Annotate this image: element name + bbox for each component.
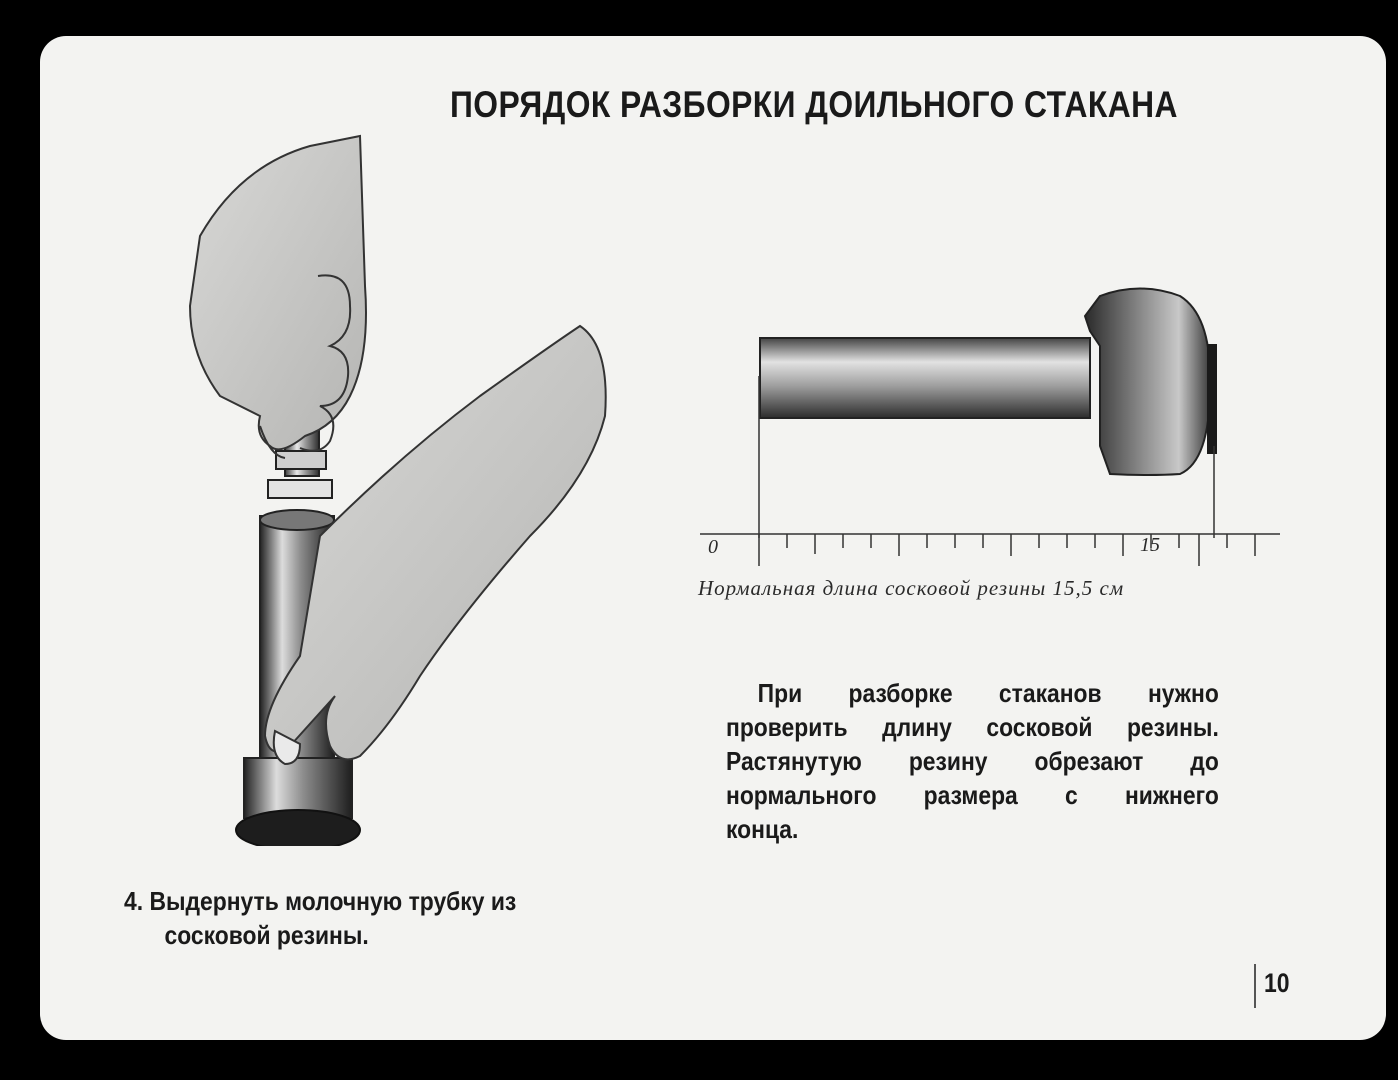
step-line: 4. Выдернуть молочную трубку из — [124, 886, 517, 916]
paragraph-line: Растянутую резину обрезают до — [726, 746, 1219, 776]
paragraph-line: конца. — [726, 814, 799, 844]
scale-end-label: 15 — [1140, 534, 1160, 556]
page-number: 10 — [1264, 968, 1290, 998]
page-divider — [1254, 964, 1256, 1008]
paragraph-line: проверить длину сосковой резины. — [726, 712, 1219, 742]
rubber-tube — [760, 338, 1090, 418]
scale-caption: Нормальная длина сосковой резины 15,5 см — [698, 576, 1125, 600]
paragraph-line: При разборке стаканов нужно — [757, 678, 1219, 708]
step-line: сосковой резины. — [164, 920, 369, 950]
rubber-head — [1085, 289, 1210, 476]
scale-ticks — [759, 534, 1255, 566]
slide-frame — [40, 36, 1386, 1040]
paragraph-line: нормального размера с нижнего — [726, 780, 1219, 810]
instruction-paragraph — [726, 676, 1219, 846]
hands-illustration — [160, 96, 630, 846]
step-caption — [124, 884, 516, 952]
slide-title: ПОРЯДОК РАЗБОРКИ ДОИЛЬНОГО СТАКАНА — [450, 84, 1178, 125]
teat-rubber-drawing — [680, 276, 1280, 566]
scale-start-label: 0 — [708, 536, 718, 558]
